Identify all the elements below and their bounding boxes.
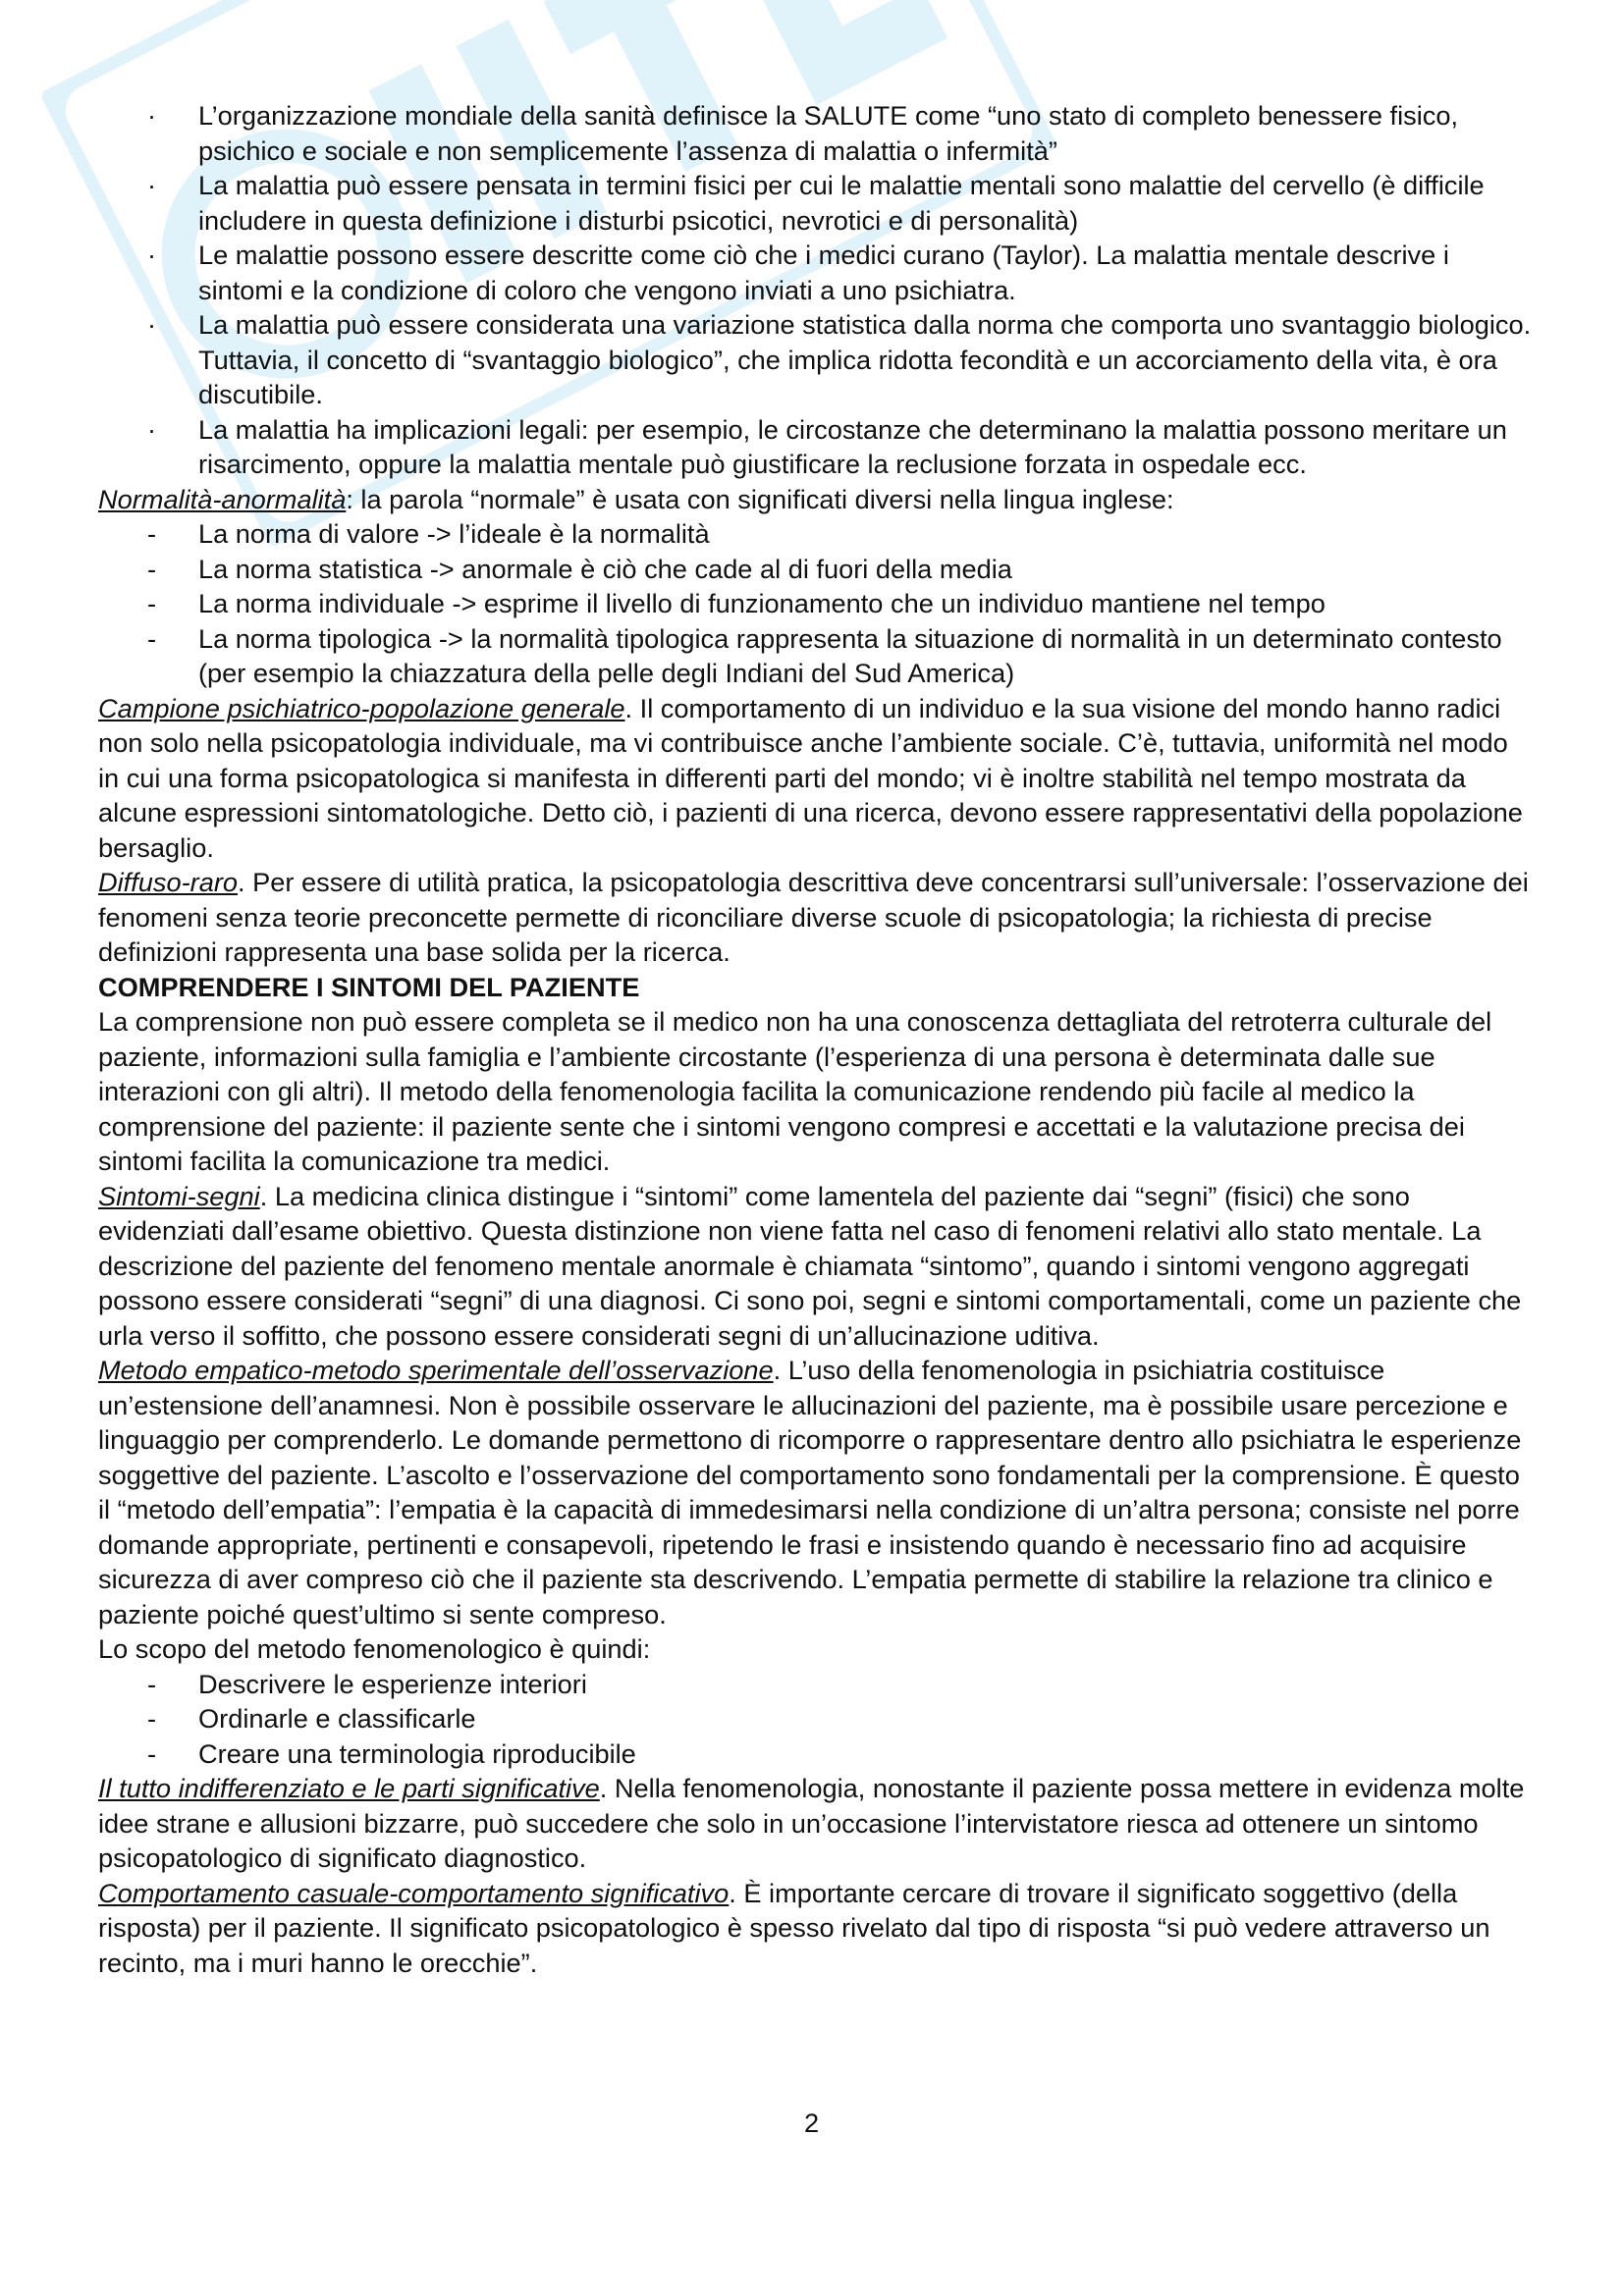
- list-item: · La malattia può essere considerata una variazione statistica dalla norma che comporta uno svantaggio biologico. Tuttavia, il concetto di “svantaggio biologico”, che implica ridotta fecondità e un accorciamento della vita, è ora discutibile.: [147, 309, 1532, 409]
- dash-marker: -: [147, 622, 157, 654]
- paragraph-normalita: Normalità-anormalità: la parola “normale” è usata con significati diversi nella lingua inglese:: [98, 483, 1174, 514]
- section-title: Metodo empatico-metodo sperimentale dell’osservazione: [98, 1355, 774, 1385]
- bullet-marker: ·: [147, 100, 157, 131]
- paragraph-intro: La comprensione non può essere completa se il medico non ha una conoscenza dettagliata del retroterra culturale del paziente, informazioni sulla famiglia e l’ambiente circostante (l’esperienza di una persona è determinata dalle sue interazioni con gli altri). Il metodo della fenomenologia facilita la comunicazione rendendo più facile al medico la comprensione del paziente: il paziente sente che i sintomi vengono compresi e accettati e la valutazione precisa dei sintomi facilita la comunicazione tra medici.: [98, 1006, 1492, 1176]
- section-heading: COMPRENDERE I SINTOMI DEL PAZIENTE: [98, 971, 640, 1002]
- paragraph-metodo: Metodo empatico-metodo sperimentale dell’osservazione. L’uso della fenomenologia in psichiatria costituisce un’estensione dell’anamnesi. Non è possibile osservare le allucinazioni del paziente, ma è possibile usare percezione e linguaggio per comprenderlo. Le domande permettono di ricomporre o rappresentare dentro allo psichiatra le esperienze soggettive del paziente. L’ascolto e l’osservazione del comportamento sono fondamentali per la comprensione. È questo il “metodo dell’empatia”: l’empatia è la capacità di immedesimarsi nella condizione di un’altra persona; consiste nel porre domande appropriate, pertinenti e consapevoli, ripetendo le frasi e insistendo quando è necessario fino ad acquisire sicurezza di aver compreso ciò che il paziente sta descrivendo. L’empatia permette di stabilire la relazione tra clinico e paziente poiché quest’ultimo si sente compreso.: [98, 1355, 1522, 1629]
- section-title: Diffuso-raro: [98, 867, 239, 897]
- dash-marker: -: [147, 518, 157, 549]
- purpose-list: [98, 1667, 1532, 1772]
- list-item: - La norma di valore -> l’ideale è la normalità: [98, 516, 1532, 552]
- bullet-marker: ·: [147, 240, 157, 270]
- bullet-marker: ·: [147, 309, 157, 340]
- paragraph-tutto: Il tutto indifferenziato e le parti significative. Nella fenomenologia, nonostante il paziente possa mettere in evidenza molte idee strane e allusioni bizzarre, può succedere che solo in un’occasione l’intervistatore riesca ad ottenere un sintomo psicopatologico di significato diagnostico.: [98, 1773, 1525, 1873]
- list-item: - Ordinarle e classificarle: [98, 1701, 1532, 1736]
- list-item: - La norma tipologica -> la normalità tipologica rappresenta la situazione di normalità in un determinato contesto (per esempio la chiazzatura della pelle degli Indiani del Sud America): [147, 622, 1502, 688]
- section-title: Normalità-anormalità: [98, 483, 347, 514]
- list-item: - Descrivere le esperienze interiori: [98, 1667, 1532, 1702]
- dash-marker: -: [147, 553, 157, 584]
- list-item: · La malattia può essere pensata in termini fisici per cui le malattie mentali sono malattie del cervello (è difficile includere in questa definizione i disturbi psicotici, nevrotici e di personalità): [147, 170, 1485, 236]
- list-item: - Creare una terminologia riproducibile: [98, 1736, 1532, 1772]
- section-title: Il tutto indifferenziato e le parti significative: [98, 1773, 600, 1803]
- document-page: [98, 98, 1532, 1980]
- section-title: Sintomi-segni: [98, 1180, 260, 1211]
- definitions-list: [98, 98, 1532, 482]
- paragraph-comportamento: Comportamento casuale-comportamento significativo. È importante cercare di trovare il significato soggettivo (della risposta) per il paziente. Il significato psicopatologico è spesso rivelato dal tipo di risposta “si può vedere attraverso un recinto, ma i muri hanno le orecchie”.: [98, 1877, 1490, 1978]
- list-item: - La norma statistica -> anormale è ciò che cade al di fuori della media: [98, 552, 1532, 587]
- dash-marker: -: [147, 1737, 157, 1769]
- bullet-marker: ·: [147, 170, 157, 200]
- paragraph-campione: Campione psichiatrico-popolazione generale. Il comportamento di un individuo e la sua visione del mondo hanno radici non solo nella psicopatologia individuale, ma vi contribuisce anche l’ambiente sociale. C’è, tuttavia, uniformità nel modo in cui una forma psicopatologica si manifesta in differenti parti del mondo; vi è inoltre stabilità nel tempo mostrata da alcune espressioni sintomatologiche. Detto ciò, i pazienti di una ricerca, devono essere rappresentativi della popolazione bersaglio.: [98, 692, 1523, 863]
- norms-list: [98, 516, 1532, 691]
- dash-marker: -: [147, 588, 157, 618]
- paragraph-scopo: Lo scopo del metodo fenomenologico è quindi:: [98, 1633, 651, 1664]
- bullet-marker: ·: [147, 413, 157, 445]
- list-item: - La norma individuale -> esprime il livello di funzionamento che un individuo mantiene nel tempo: [98, 586, 1532, 621]
- dash-marker: -: [147, 1668, 157, 1699]
- dash-marker: -: [147, 1703, 157, 1734]
- section-title: Campione psichiatrico-popolazione generale: [98, 692, 625, 723]
- page-number: 2: [803, 2108, 820, 2138]
- list-item: · Le malattie possono essere descritte come ciò che i medici curano (Taylor). La malattia mentale descrive i sintomi e la condizione di coloro che vengono inviati a uno psichiatra.: [147, 240, 1449, 305]
- list-item: · L’organizzazione mondiale della sanità definisce la SALUTE come “uno stato di completo benessere fisico, psichico e sociale e non semplicemente l’assenza di malattia o infermità”: [147, 100, 1459, 166]
- paragraph-diffuso: Diffuso-raro. Per essere di utilità pratica, la psicopatologia descrittiva deve concentrarsi sull’universale: l’osservazione dei fenomeni senza teorie preconcette permette di riconciliare diverse scuole di psicopatologia; la richiesta di precise definizioni rappresenta una base solida per la ricerca.: [98, 867, 1529, 967]
- section-title: Comportamento casuale-comportamento significativo: [98, 1877, 730, 1908]
- paragraph-sintomi: Sintomi-segni. La medicina clinica distingue i “sintomi” come lamentela del paziente dai “segni” (fisici) che sono evidenziati dall’esame obiettivo. Questa distinzione non viene fatta nel caso di fenomeni relativi allo stato mentale. La descrizione del paziente del fenomeno mentale anormale è chiamata “sintomo”, quando i sintomi vengono aggregati possono essere considerati “segni” di una diagnosi. Ci sono poi, segni e sintomi comportamentali, come un paziente che urla verso il soffitto, che possono essere considerati segni di un’allucinazione uditiva.: [98, 1180, 1522, 1351]
- list-item: · La malattia ha implicazioni legali: per esempio, le circostanze che determinano la malattia possono meritare un risarcimento, oppure la malattia mentale può giustificare la reclusione forzata in ospedale ecc.: [147, 413, 1507, 479]
